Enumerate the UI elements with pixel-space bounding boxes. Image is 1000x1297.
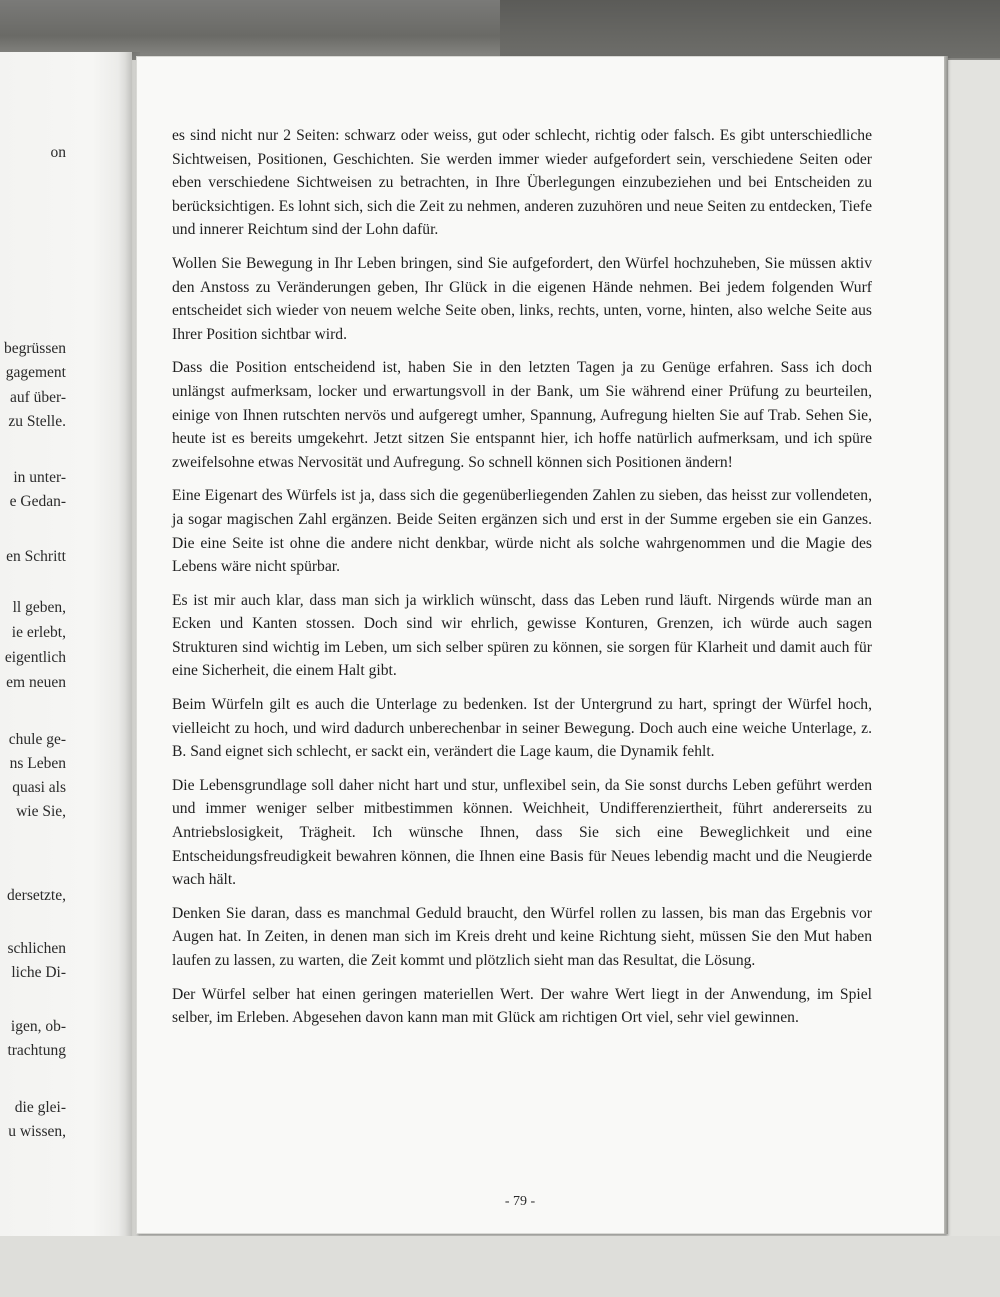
left-page-line: begrüssen [4, 340, 66, 357]
paragraph: Dass die Position entscheidend ist, haben Sie in den letzten Tagen ja zu Genüge erfahren. Sass ich doch unlängst aufmerksam, locker und erwartungsvoll in der Bank, um Sie während einer Prüfung zu beurteilen, einige von Ihnen rutschten nervös und aufgeregt umher, Spannung, Aufregung hielten Sie auf Trab. Sehen Sie, heute ist es bereits umgekehrt. Jetzt sitzen Sie entspannt hier, ich hoffe natürlich aufmerksam, und ich spüre zweifelsohne etwas Nervosität und Aufregung. So schnell können sich Positionen ändern! [172, 359, 872, 471]
paragraph: es sind nicht nur 2 Seiten: schwarz oder weiss, gut oder schlecht, richtig oder falsch. Es gibt unterschiedliche Sichtweisen, Positionen, Geschichten. Sie werden immer wieder aufgefordert sein, verschiedene Seiten oder eben verschiedene Sichtweisen zu betrachten, in Ihre Überlegungen einzubeziehen und bei Entscheiden zu berücksichtigen. Es lohnt sich, sich die Zeit zu nehmen, anderen zuzuhören und neue Seiten zu entdecken, Tiefe und innerer Reichtum sind der Lohn dafür. [172, 127, 872, 239]
paragraph: Beim Würfeln gilt es auch die Unterlage zu bedenken. Ist der Untergrund zu hart, springt der Würfel hoch, vielleicht zu hoch, und wird dadurch unberechenbar in seiner Bewegung. Doch auch eine weiche Unterlage, z. B. Sand eignet sich schlecht, er sackt ein, verändert die Lage kaum, die Dynamik fehlt. [172, 696, 872, 761]
page-number: - 79 - [504, 1194, 536, 1209]
left-page [0, 52, 132, 1237]
left-page-line: on [50, 144, 66, 161]
paragraph: Eine Eigenart des Würfels ist ja, dass sich die gegenüberliegenden Zahlen zu sieben, das heisst zur vollendeten, ja sogar magischen Zahl ergänzen. Beide Seiten ergänzen sich und erst in der Summe ergeben sie ein Ganzes. Die eine Seite ist ohne die andere nicht denkbar, würde nicht als solche wahrgenommen und die Magie des Lebens wäre nicht spürbar. [172, 487, 872, 576]
left-page-line: gagement [5, 364, 66, 381]
left-page-line: die glei- [14, 1099, 66, 1116]
scanner-background-top [0, 0, 1000, 60]
left-page-line: schlichen [7, 940, 66, 957]
left-page-line: chule ge- [8, 731, 66, 748]
left-page-line: u wissen, [8, 1123, 66, 1140]
paragraph: Es ist mir auch klar, dass man sich ja wirklich wünscht, dass das Leben rund läuft. Nirgends würde man an Ecken und Kanten stossen. Doch sind wir ehrlich, gewisse Konturen, Grenzen, ich würde auch sagen Strukturen sind wichtig im Leben, um sich selber spüren zu können, sie sorgen für Klarheit und damit auch für eine Sicherheit, die einem Halt gibt. [172, 591, 872, 680]
paragraph: Die Lebensgrundlage soll daher nicht hart und stur, unflexibel sein, da Sie sonst durchs Leben geführt werden und immer weniger selber mitbestimmen können. Weichheit, Undifferenziertheit, führt andererseits zu Antriebslosigkeit, Trägheit. Ich wünsche Ihnen, dass Sie sich eine Beweglichkeit und eine Entscheidungsfreudigkeit bewahren können, die Ihnen eine Basis für Neues lebendig macht und die Neugierde wach hält. [172, 776, 872, 889]
scanner-background-bottom [0, 1236, 1000, 1297]
body-text [172, 124, 872, 1040]
left-page-line: zu Stelle. [8, 413, 66, 430]
paragraph: Wollen Sie Bewegung in Ihr Leben bringen, sind Sie aufgefordert, den Würfel hochzuheben, Sie müssen aktiv den Anstoss zu Veränderungen geben, Ihr Glück in die eigenen Hände nehmen. Bei jedem folgenden Wurf entscheidet sich wieder von neuem welche Seite oben, links, rechts, unten, vorne, hinten, also welche Seite aus Ihrer Position sichtbar wird. [172, 254, 872, 343]
left-page-line: igen, ob- [10, 1018, 66, 1035]
left-page-line: en Schritt [6, 548, 66, 565]
left-page-line: dersetzte, [7, 887, 66, 904]
left-page-line: eigentlich [4, 649, 66, 666]
left-page-line: in unter- [13, 469, 66, 486]
left-page-line: e Gedan- [9, 493, 66, 510]
page-edge [944, 56, 948, 1234]
left-page-line: liche Di- [11, 964, 66, 981]
left-page-line: ns Leben [9, 755, 66, 772]
paragraph: Der Würfel selber hat einen geringen materiellen Wert. Der wahre Wert liegt in der Anwendung, im Spiel selber, im Erleben. Abgesehen davon kann man mit Glück am richtigen Ort viel, sehr viel gewinnen. [172, 985, 872, 1027]
left-page-line: em neuen [6, 674, 66, 691]
left-page-line: ie erlebt, [11, 624, 66, 641]
left-page-line: quasi als [12, 779, 66, 796]
left-page-line: auf über- [9, 389, 66, 406]
paragraph: Denken Sie daran, dass es manchmal Geduld braucht, den Würfel rollen zu lassen, bis man das Ergebnis vor Augen hat. In Zeiten, in denen man sich im Kreis dreht und keine Richtung sieht, müssen Sie den Mut haben laufen zu lassen, zu warten, die Zeit kommt und plötzlich sieht man das Resultat, die Lösung. [172, 904, 872, 969]
left-page-line: wie Sie, [16, 803, 66, 820]
left-page-line: ll geben, [12, 599, 66, 616]
scanner-band [500, 0, 1000, 58]
left-page-line: trachtung [7, 1042, 66, 1059]
